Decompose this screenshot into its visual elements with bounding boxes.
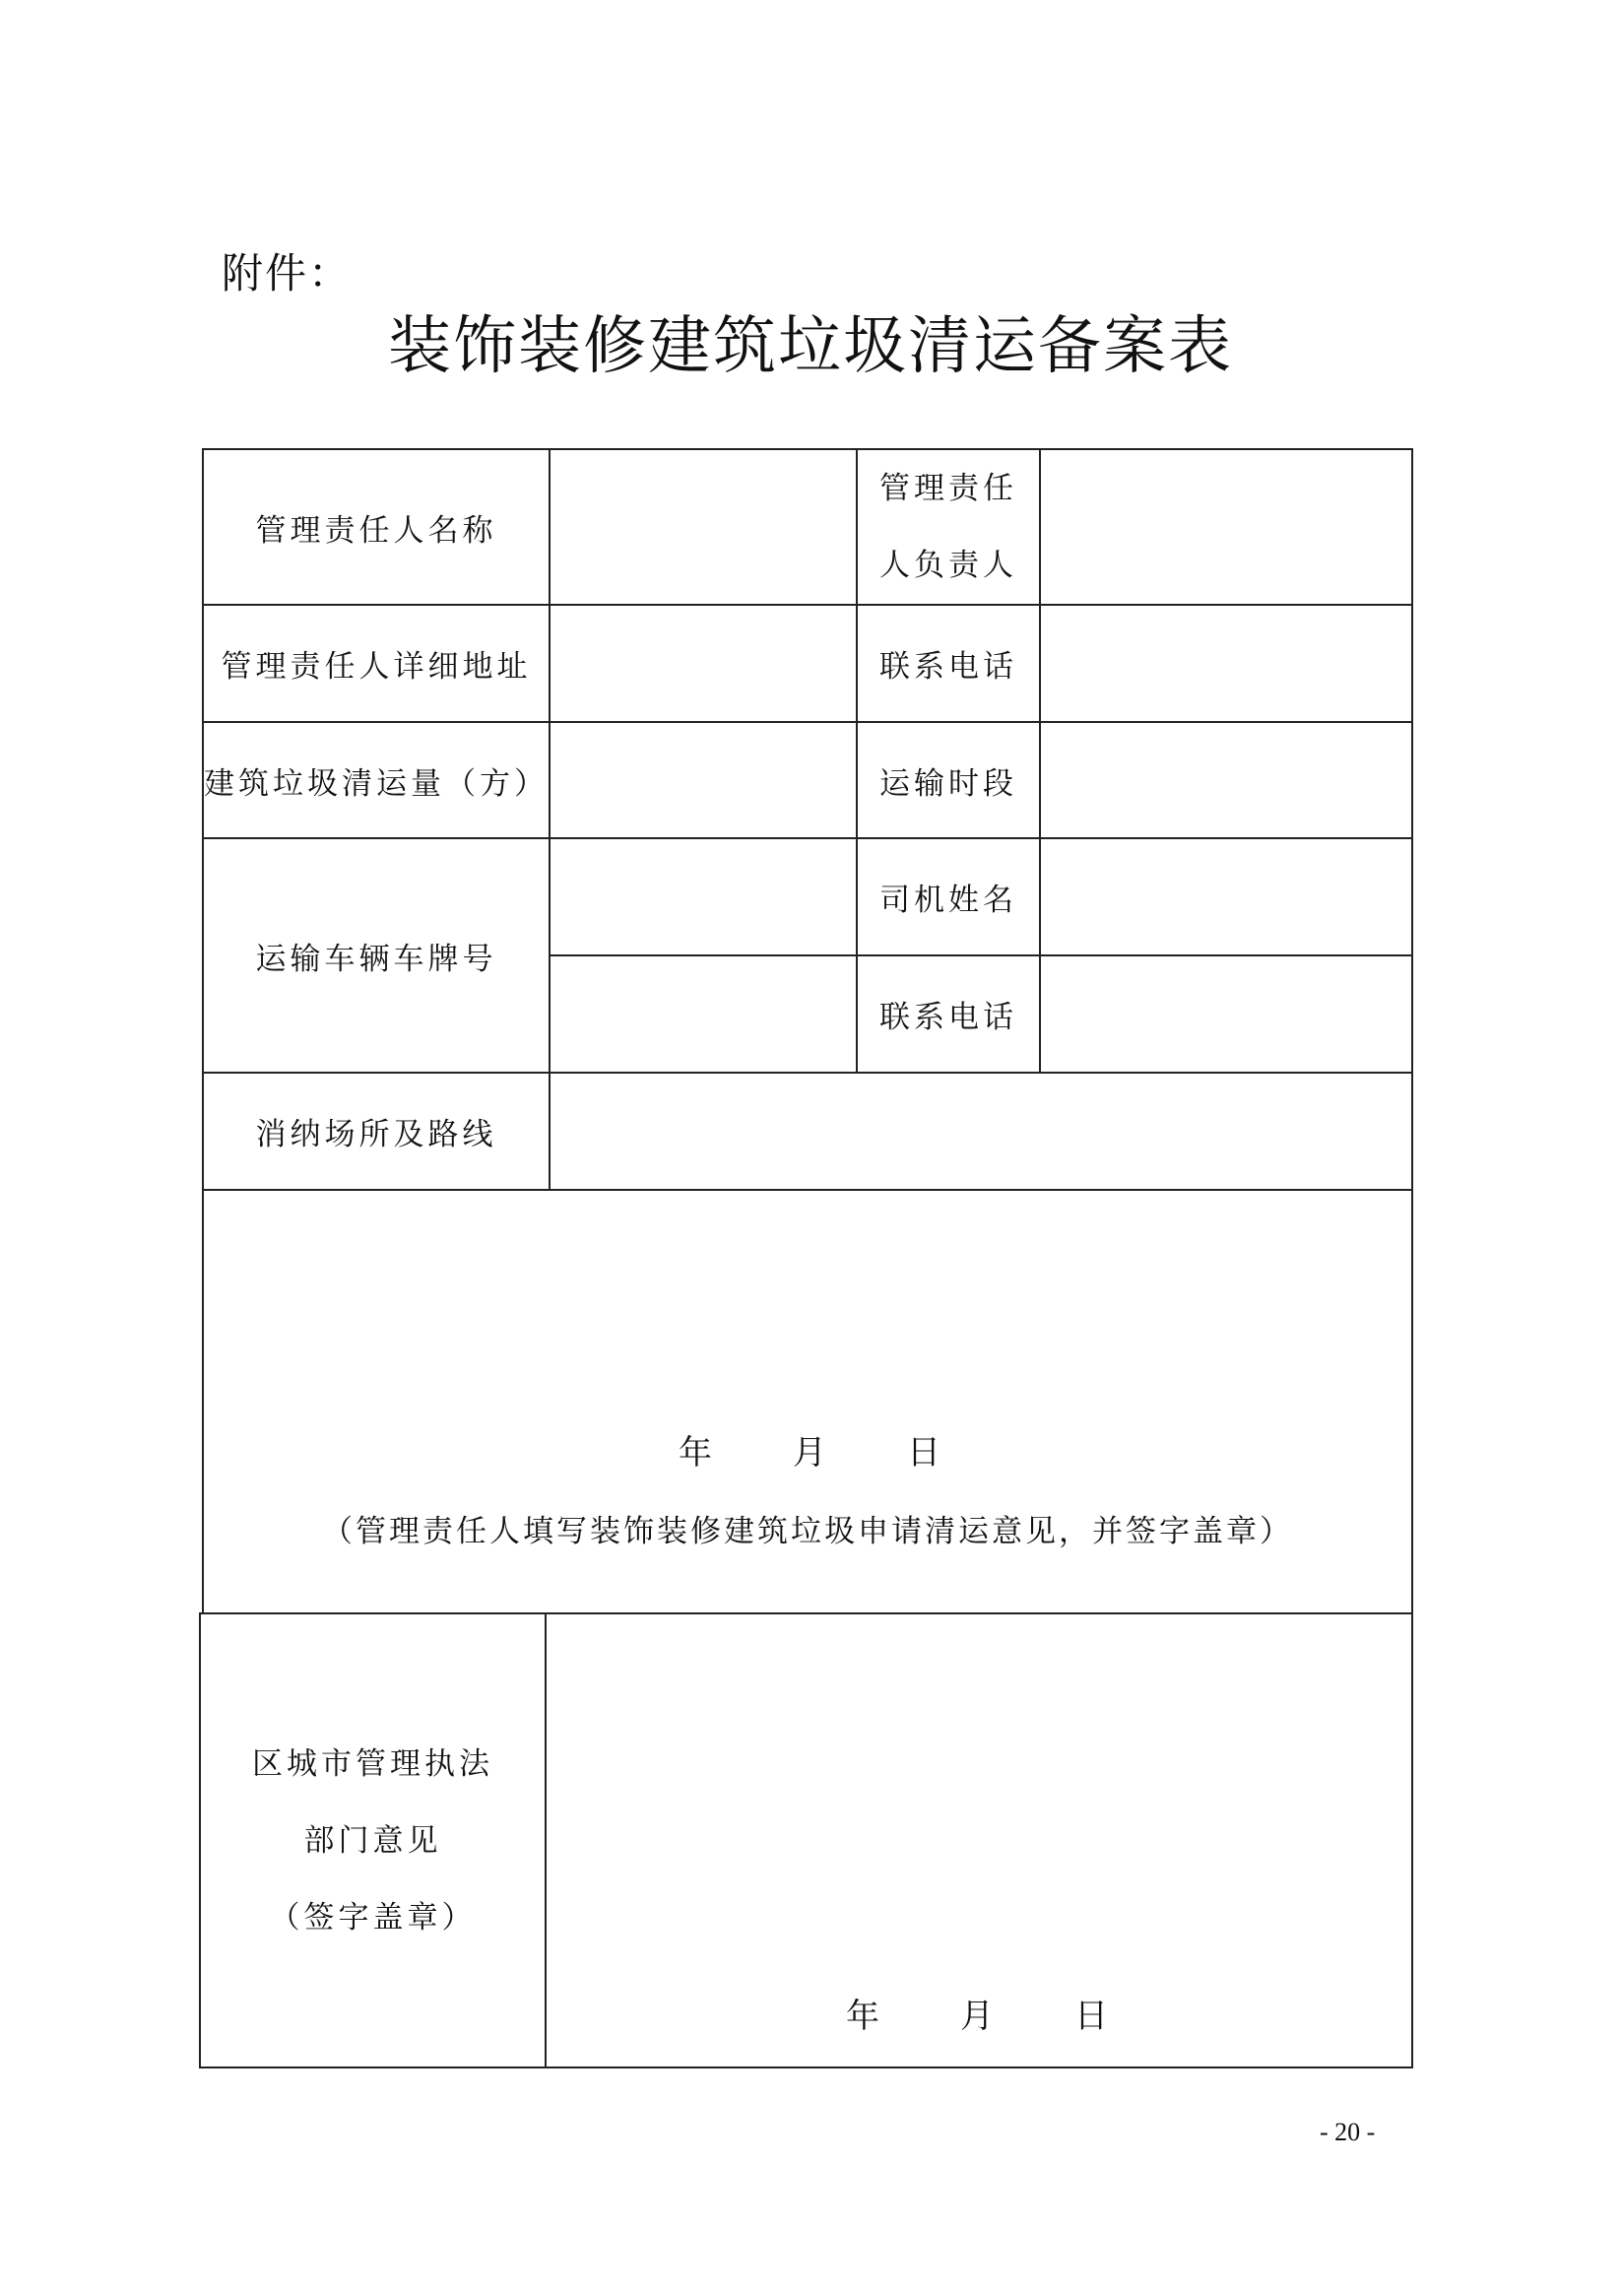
manager-address-label-cell [202,604,551,723]
dept-opinion-label-cell [199,1612,547,2068]
manager-address-label: 管理责任人详细地址 [221,649,532,685]
waste-volume-label-cell [202,721,551,839]
manager-principal-input[interactable] [1039,448,1413,606]
attachment-label: 附件： [222,249,353,297]
driver-phone-label: 联系电话 [879,1000,1017,1035]
contact-phone-label-cell [856,604,1041,723]
dept-label-line1: 区城市管理执法 [252,1745,493,1782]
transport-period-label: 运输时段 [879,765,1017,802]
manager-principal-label-line1: 管理责任 [879,471,1017,506]
contact-phone-label: 联系电话 [879,649,1017,685]
manager-date-day: 日 [907,1433,944,1473]
dept-date-day: 日 [1074,1997,1112,2036]
waste-volume-input[interactable] [549,721,858,839]
dept-opinion-area[interactable] [545,1612,1413,2068]
manager-principal-label-cell [856,448,1041,606]
contact-phone-input[interactable] [1039,604,1413,723]
driver-name-label-cell [856,837,1041,956]
driver-name-label: 司机姓名 [879,883,1017,918]
vehicle-plate-label: 运输车辆车牌号 [255,941,497,977]
waste-volume-label: 建筑垃圾清运量（方） [204,765,549,802]
driver-name-input[interactable] [1039,837,1413,956]
form-title: 装饰装修建筑垃圾清运备案表 [388,310,1233,383]
transport-period-label-cell [856,721,1041,839]
vehicle-plate-label-cell [202,837,551,1074]
manager-name-input[interactable] [549,448,858,606]
manager-name-label-cell [202,448,551,606]
disposal-site-label: 消纳场所及路线 [255,1117,497,1152]
manager-name-label: 管理责任人名称 [255,512,497,549]
manager-date-month: 月 [793,1433,830,1473]
manager-date-year: 年 [679,1433,716,1473]
vehicle-plate-input-1[interactable] [549,837,858,956]
filing-form-table [202,448,1413,2068]
manager-opinion-note: （管理责任人填写装饰装修建筑垃圾申请清运意见，并签字盖章） [322,1514,1293,1549]
vehicle-plate-input-2[interactable] [549,954,858,1074]
manager-opinion-area[interactable] [202,1189,1413,1614]
page-number: - 20 - [1320,2118,1376,2146]
disposal-site-input[interactable] [549,1072,1413,1191]
disposal-site-label-cell [202,1072,551,1191]
transport-period-input[interactable] [1039,721,1413,839]
driver-phone-label-cell [856,954,1041,1074]
manager-principal-label-line2: 人负责人 [879,548,1017,583]
dept-date-month: 月 [960,1997,998,2036]
driver-phone-input[interactable] [1039,954,1413,1074]
manager-address-input[interactable] [549,604,858,723]
dept-label-line3: （签字盖章） [269,1899,477,1935]
dept-date-year: 年 [846,1997,883,2036]
dept-label-line2: 部门意见 [303,1822,442,1859]
